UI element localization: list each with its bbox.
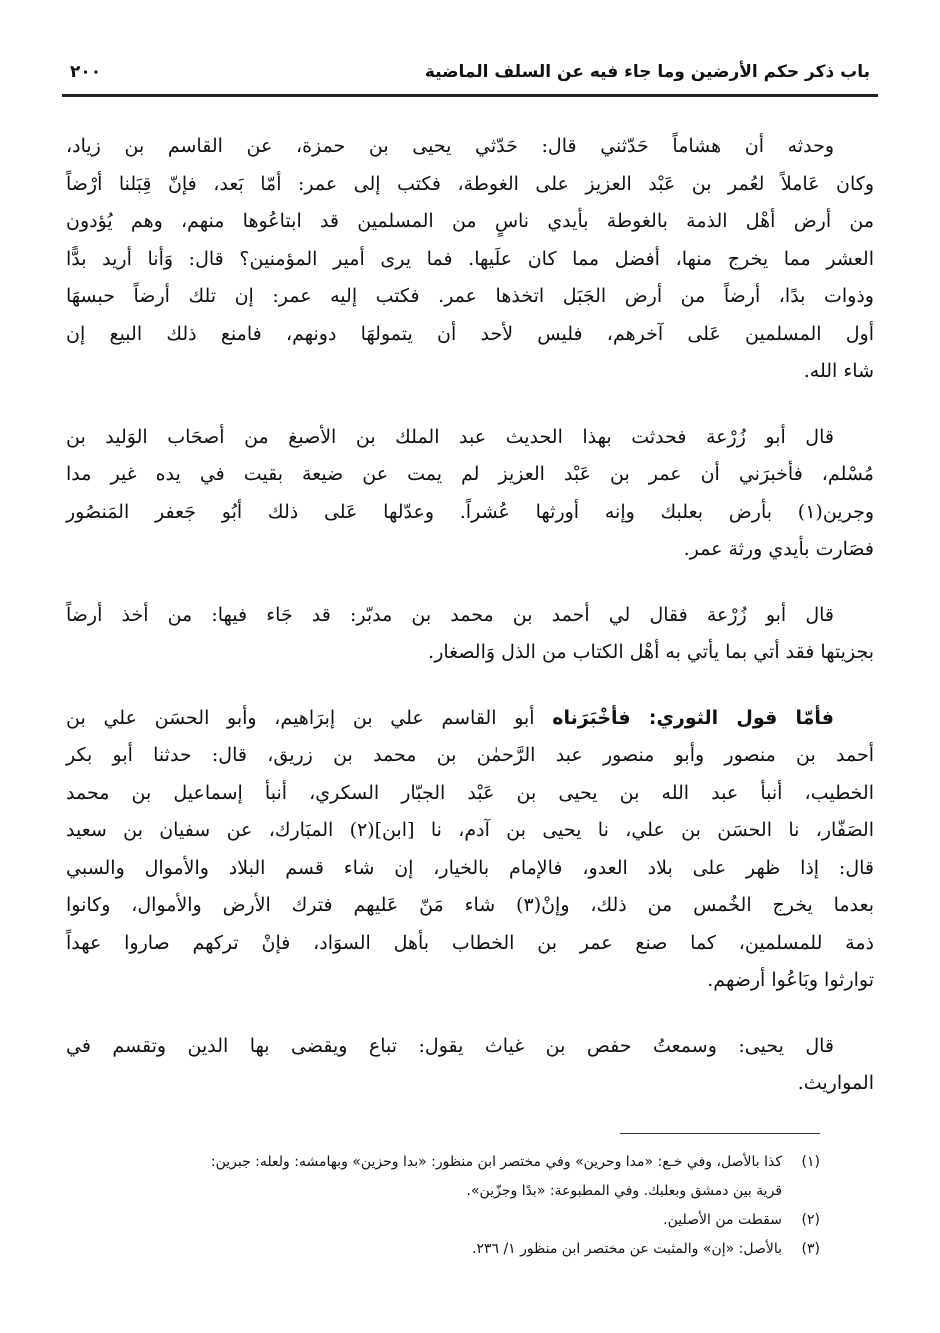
- text-line: [66, 203, 874, 241]
- text-line: [66, 775, 874, 813]
- line-text: مُسْلم، فأخبرَني أن عمر بن عَبْد العزيز لم يمت عن ضيعة بقيت في يده غير مدا: [66, 463, 874, 485]
- text-line: [66, 887, 874, 925]
- line-text: قال: إذا ظهر على بلاد العدو، فالإمام بالخيار، إن شاء قسم البلاد والأموال والسبي: [66, 856, 874, 879]
- line-text: من أرض أهْل الذمة بالغوطة بأيدي ناسٍ من المسلمين قد ابتاعُوها منهم، وهم يُؤدون: [66, 210, 874, 232]
- text-line: [66, 278, 874, 316]
- footnote: [66, 1206, 820, 1235]
- text-line: [66, 128, 874, 166]
- line-text: أول المسلمين عَلى آخرهم، فليس لأحد أن يتمولهَا دونهم، فامنع ذلك البيع إن: [66, 322, 874, 345]
- footnote-line: سقطت من الأصلين.: [663, 1212, 782, 1228]
- text-line: [66, 166, 874, 204]
- footnote-text: [66, 1148, 782, 1206]
- text-line: [66, 850, 874, 888]
- line-text: قال أبو زُرْعة فقال لي أحمد بن محمد بن مدبّر: قد جَاء فيها: من أخذ أرضاً: [66, 603, 834, 626]
- text-line: [66, 531, 874, 569]
- footnote-line: قرية بين دمشق وبعلبك. وفي المطبوعة: «بدًا وجزّين».: [466, 1183, 782, 1199]
- text-line: [66, 925, 874, 963]
- line-text: قال أبو زُرْعة فحدثت بهذا الحديث عبد الملك بن الأصبغ من أصحَاب الوَليد بن: [66, 425, 834, 448]
- footnote-line: كذا بالأصل، وفي خـع: «مدا وحرين» وفي مختصر ابن منظور: «بدا وحزين» وبهامشه: ولعله: جبرين:: [210, 1154, 782, 1170]
- line-text: الخطيب، أنبأ عبد الله بن يحيى بن عَبْد الجبّار السكري، أنبأ إسماعيل بن محمد: [66, 781, 874, 804]
- text-line: [66, 419, 874, 457]
- text-line: [66, 700, 874, 738]
- text-line: [66, 494, 874, 532]
- text-line: [66, 597, 874, 635]
- footnote: [66, 1148, 820, 1206]
- footnote: [66, 1235, 820, 1264]
- footnote-line: بالأصل: «إن» والمثبت عن مختصر ابن منظور ١/ ٢٣٦.: [471, 1241, 782, 1257]
- paragraph: [66, 597, 874, 672]
- line-text: المواريث.: [797, 1072, 874, 1094]
- text-line: [66, 456, 874, 494]
- line-text: ذمة للمسلمين، كما صنع عمر بن الخطاب بأهل السوَاد، فإنْ تركهم صاروا عهداً: [66, 931, 874, 954]
- page-number: ٢٠٠: [70, 62, 102, 82]
- line-text: أبو القاسم علي بن إبرَاهيم، وأبو الحسَن علي بن: [66, 706, 553, 729]
- line-text: فصَارت بأيدي ورثة عمر.: [683, 538, 874, 560]
- text-line: [66, 353, 874, 391]
- paragraph: [66, 419, 874, 569]
- text-line: [66, 1065, 874, 1103]
- footnote-number: (٣): [801, 1241, 820, 1257]
- line-text: بعدما يخرج الخُمس من ذلك، وإنْ(٣) شاء مَنّ عَليهم فترك الأرض والأموال، وكانوا: [66, 894, 874, 916]
- paragraph: [66, 1028, 874, 1103]
- line-text: العشر مما يخرج منها، أفضل مما كان علَيها. فما يرى أمير المؤمنين؟ قال: وَأنا أريد بدًّا: [66, 247, 875, 270]
- footnote-number: (٢): [801, 1212, 820, 1228]
- text-line: [66, 1028, 874, 1066]
- footnote-text: [66, 1206, 782, 1235]
- text-line: [66, 962, 874, 1000]
- footnote-text: [66, 1235, 782, 1264]
- line-text: توارثوا وبَاعُوا أرضهم.: [707, 969, 874, 991]
- line-text: وحدثه أن هشاماً حَدّثني قال: حَدّثي يحيى بن حمزة، عن القاسم بن زياد،: [66, 135, 834, 157]
- main-text: [66, 128, 874, 1131]
- chapter-title: باب ذكر حكم الأرضين وما جاء فيه عن السلف الماضية: [424, 62, 870, 82]
- bold-lead: فأمّا قول الثوري: فأخْبَرَناه: [552, 706, 834, 729]
- text-line: [66, 634, 874, 672]
- line-text: وجرين(١) بأرض بعلبك وإنه أورثها عُشراً. وعدّلها عَلى ذلك أبُو جَعفر المَنصُور: [66, 500, 874, 523]
- footnote-divider: [620, 1133, 820, 1134]
- line-text: بجزيتها فقد أتي بما يأتي به أهْل الكتاب من الذل وَالصغار.: [428, 641, 874, 663]
- line-text: أحمد بن منصور وأبو منصور عبد الرَّحمٰن بن محمد بن زريق، قال: حدثنا أبو بكر: [66, 744, 874, 766]
- paragraph: [66, 700, 874, 1000]
- footnote-number: (١): [801, 1154, 820, 1170]
- line-text: وكان عَاملاً لعُمر بن عَبْد العزيز على الغوطة، فكتب إلى عمر: أمّا بَعد، فإنّ قِبَلنا أرْضاً: [66, 172, 874, 195]
- line-text: وذوات بدًا، أرضاً من أرض الجَبَل اتخذها عمر. فكتب إليه عمر: إن تلك أرضاً حبسهَا: [66, 285, 874, 307]
- footnotes: [66, 1148, 820, 1264]
- text-line: [66, 812, 874, 850]
- text-line: [66, 241, 874, 279]
- running-header: [62, 58, 878, 97]
- line-text: الصَفّار، نا الحسَن بن علي، نا يحيى بن آدم، نا [ابن](٢) المبَارك، عن سفيان بن سعيد: [66, 819, 874, 841]
- paragraph: [66, 128, 874, 391]
- line-text: شاء الله.: [803, 360, 874, 382]
- text-line: [66, 737, 874, 775]
- text-line: [66, 316, 874, 354]
- line-text: قال يحيى: وسمعتُ حفص بن غياث يقول: تباع ويقضى بها الدين وتقسم في: [66, 1034, 834, 1057]
